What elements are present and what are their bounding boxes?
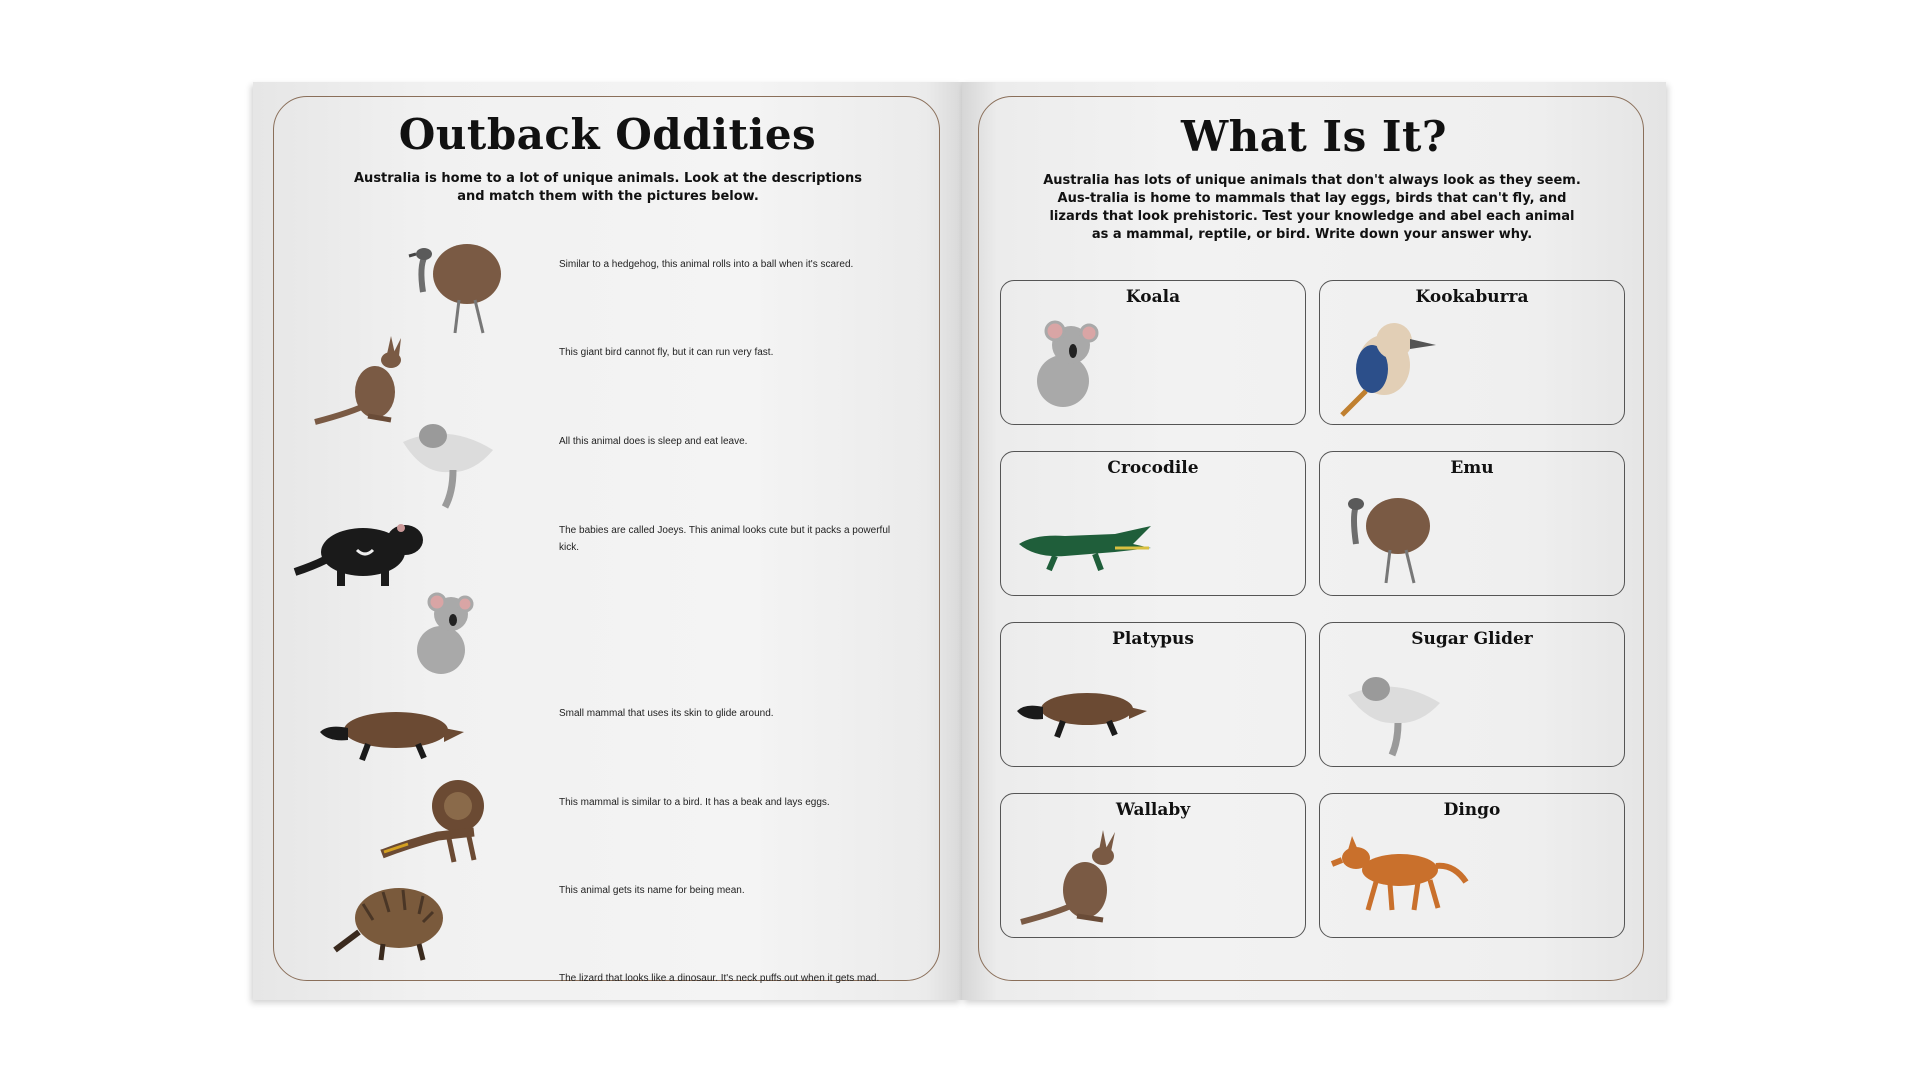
animal-card-koala (1000, 280, 1306, 425)
animal-card-kookaburra (1319, 280, 1625, 425)
dingo-icon (1330, 834, 1470, 914)
koala-icon (403, 592, 483, 677)
card-label: Platypus (1112, 629, 1194, 649)
platypus-icon (318, 702, 468, 767)
animal-card-dingo (1319, 793, 1625, 938)
description-4: The babies are called Joeys. This animal looks cute but it packs a powerful kick. (559, 525, 891, 553)
card-label: Wallaby (1115, 800, 1191, 820)
description-2: This giant bird cannot fly, but it can run very fast. (559, 347, 774, 358)
animal-card-emu (1319, 451, 1625, 596)
card-label: Koala (1125, 287, 1181, 307)
animal-card-platypus (1000, 622, 1306, 767)
page-title: What Is It? (1180, 112, 1447, 161)
page-intro: Australia has lots of unique animals that don't always look as they seem. Aus-tralia is home to mammals that lay eggs, birds that can't fly, and lizards that look prehistoric. Test your knowledge and abel each animal as a mammal, reptile, or bird. Write down your answer why. (1043, 173, 1581, 242)
description-7: This animal gets its name for being mean. (559, 885, 745, 896)
description-5: Small mammal that uses its skin to glide around. (559, 708, 774, 719)
tasmanian-devil-icon (293, 510, 428, 590)
card-label: Crocodile (1107, 458, 1199, 478)
sugar-glider-icon (393, 412, 503, 512)
card-label: Sugar Glider (1411, 629, 1533, 649)
animal-card-wallaby (1000, 793, 1306, 938)
koala-icon (1021, 317, 1111, 412)
crocodile-icon (1015, 504, 1155, 574)
left-page (253, 82, 962, 1000)
frilled-lizard-icon (378, 774, 498, 869)
wallaby-icon (1019, 828, 1134, 928)
description-1: Similar to a hedgehog, this animal rolls into a ball when it's scared. (559, 259, 854, 270)
emu-icon (403, 236, 513, 336)
card-label: Emu (1450, 458, 1494, 478)
animal-card-crocodile (1000, 451, 1306, 596)
kookaburra-icon (1332, 317, 1442, 417)
description-6: This mammal is similar to a bird. It has a beak and lays eggs. (559, 797, 830, 808)
page-title: Outback Oddities (398, 110, 817, 159)
description-8: The lizard that looks like a dinosaur. It's neck puffs out when it gets mad. (559, 973, 880, 984)
echidna-icon (333, 882, 453, 962)
description-3: All this animal does is sleep and eat leave. (559, 436, 748, 447)
card-label: Dingo (1443, 800, 1501, 820)
page-intro: Australia is home to a lot of unique animals. Look at the descriptions and match them with the pictures below. (354, 171, 862, 204)
animal-card-sugar-glider (1319, 622, 1625, 767)
right-page (962, 82, 1666, 1000)
card-label: Kookaburra (1415, 287, 1529, 307)
platypus-icon (1015, 683, 1150, 743)
emu-icon (1334, 486, 1444, 586)
sugar-glider-icon (1340, 667, 1450, 757)
